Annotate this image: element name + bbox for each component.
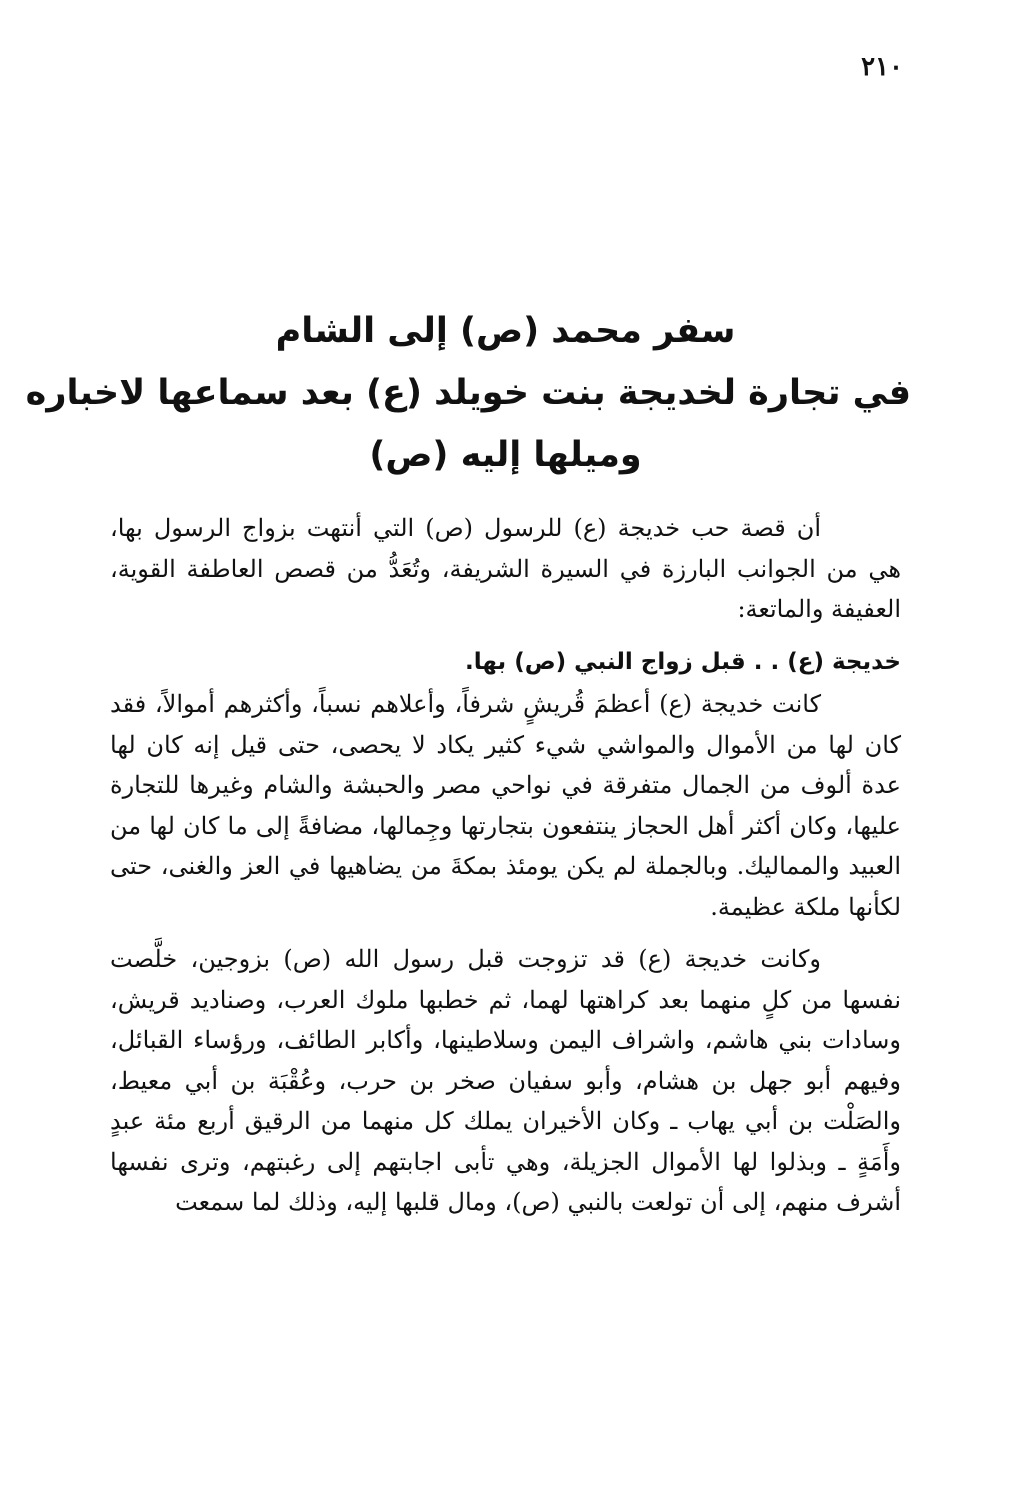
- body-text: [110, 508, 901, 1223]
- page-number: ٢١٠: [861, 52, 903, 82]
- intro-paragraph: أن قصة حب خديجة (ع) للرسول (ص) التي أنتهت بزواج الرسول بها، هي من الجوانب البارزة في السيرة الشريفة، وتُعَدُّ من قصص العاطفة القوية، العفيفة والماتعة:: [110, 514, 901, 623]
- paragraph-1: كانت خديجة (ع) أعظمَ قُريشٍ شرفاً، وأعلاهم نسباً، وأكثرهم أموالاً، فقد كان لها من الأموال والمواشي شيء كثير يكاد لا يحصى، حتى قيل إنه كان لها عدة ألوف من الجمال متفرقة في نواحي مصر والحبشة والشام وغيرها للتجارة عليها، وكان أكثر أهل الحجاز ينتفعون بتجارتها وجِمالها، مضافةً إلى ما كان لها من العبيد والمماليك. وبالجملة لم يكن يومئذ بمكةَ من يضاهيها في العز والغنى، حتى لكأنها ملكة عظيمة.: [110, 690, 901, 921]
- chapter-title-line-3: وميلها إليه (ص): [369, 435, 642, 475]
- chapter-title: [25, 300, 911, 486]
- section-subheading: خديجة (ع) . . قبل زواج النبي (ص) بها.: [465, 648, 901, 675]
- paragraph-2: وكانت خديجة (ع) قد تزوجت قبل رسول الله (ص) بزوجين، خلَّصت نفسها من كلٍ منهما بعد كراهتها لهما، ثم خطبها ملوك العرب، وصناديد قريش، وسادات بني هاشم، واشراف اليمن وسلاطينها، وأكابر الطائف، ورؤساء القبائل، وفيهم أبو جهل بن هشام، وأبو سفيان صخر بن حرب، وعُقْبَة بن أبي معيط، والصَلْت بن أبي يهاب ـ وكان الأخيران يملك كل منهما من الرقيق أربع مئة عبدٍ وأَمَةٍ ـ وبذلوا لها الأموال الجزيلة، وهي تأبى اجابتهم إلى رغبتهم، وترى نفسها أشرف منهم، إلى أن تولعت بالنبي (ص)، ومال قلبها إليه، وذلك لما سمعت: [110, 945, 901, 1216]
- chapter-title-line-2: في تجارة لخديجة بنت خويلد (ع) بعد سماعها لاخباره: [25, 373, 911, 413]
- chapter-title-line-1: سفر محمد (ص) إلى الشام: [275, 311, 736, 351]
